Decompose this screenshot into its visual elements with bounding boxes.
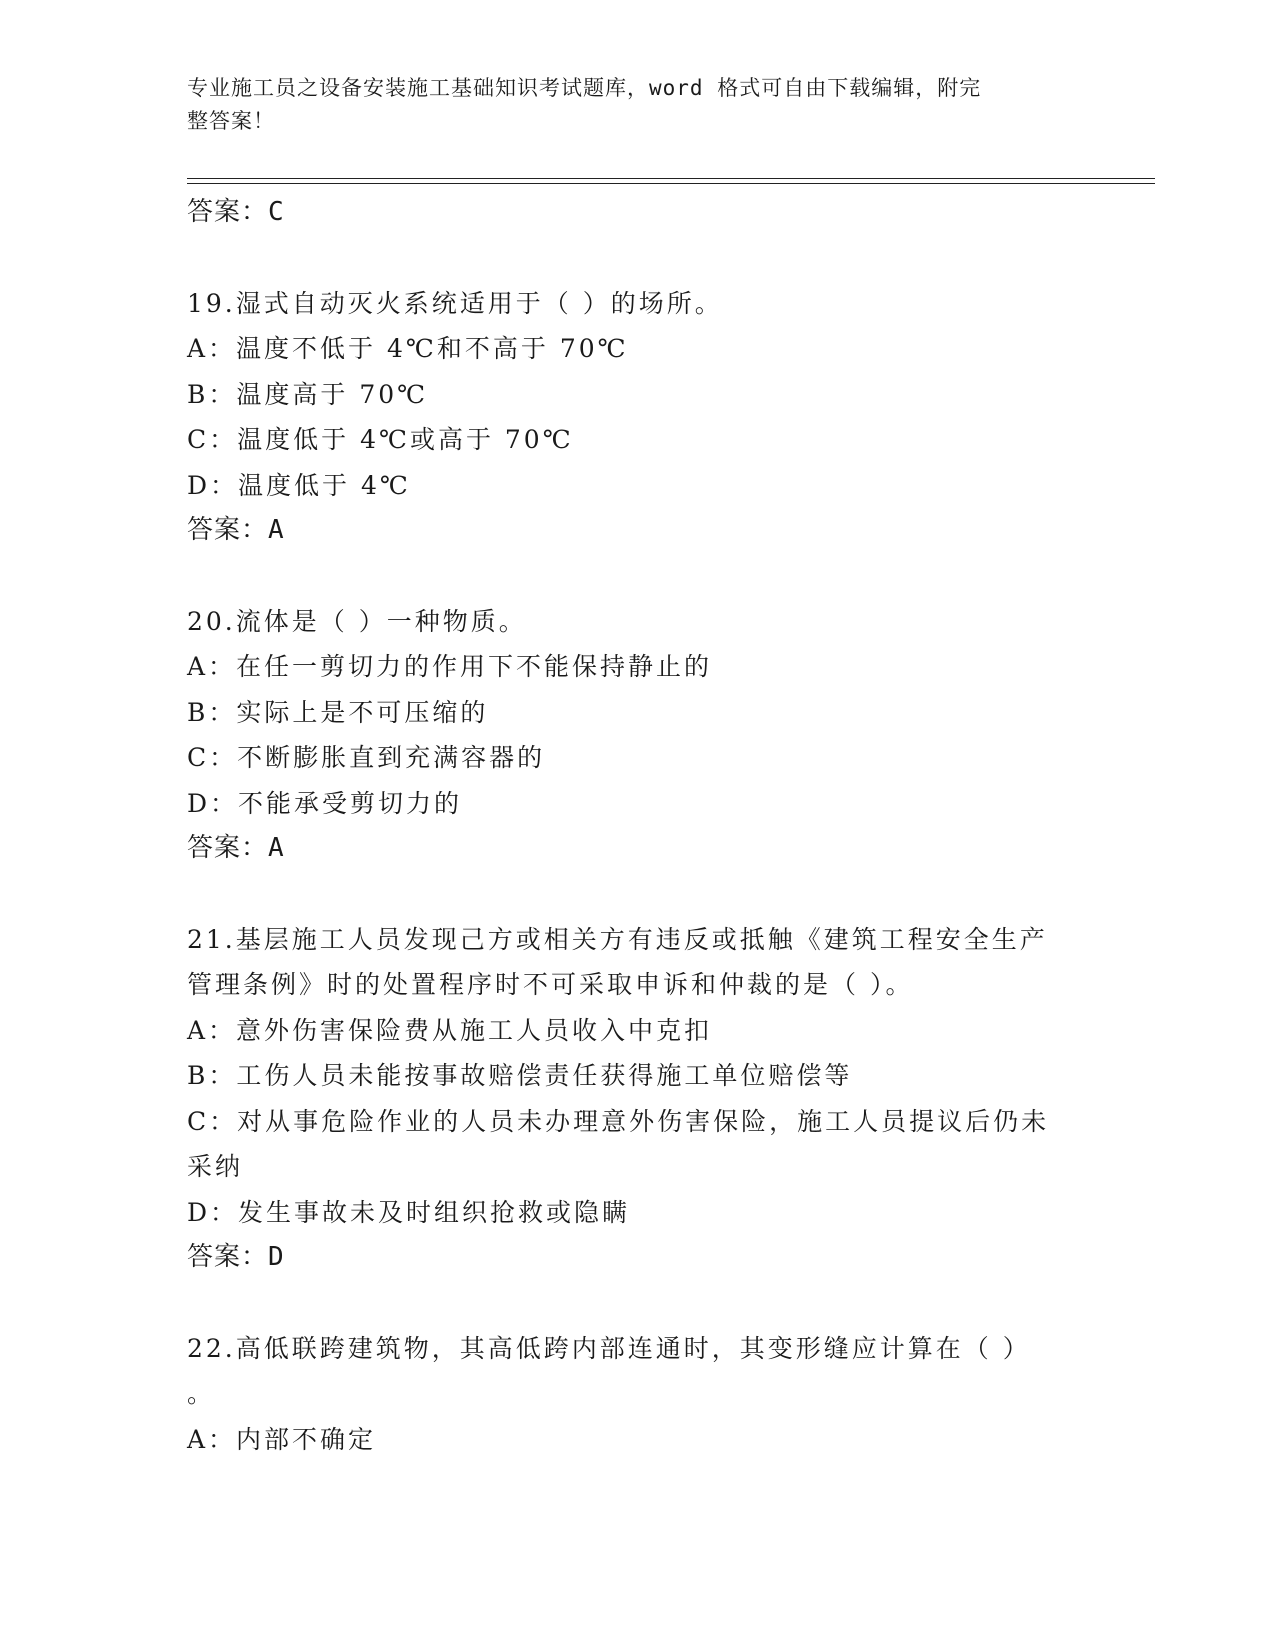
option-a: A：在任一剪切力的作用下不能保持静止的 (187, 652, 713, 681)
answer-label: 答案： (187, 833, 269, 863)
question-22 (187, 1326, 1087, 1463)
document-header (187, 72, 1087, 138)
answer-value: D (268, 1242, 285, 1272)
option-d: D：发生事故未及时组织抢救或隐瞒 (187, 1197, 631, 1227)
question-stem-line-1: 22.高低联跨建筑物，其高低跨内部连通时，其变形缝应计算在（ ） (187, 1333, 1031, 1363)
answer-value: C (268, 197, 285, 227)
option-b: B：实际上是不可压缩的 (187, 697, 489, 727)
header-line-1: 专业施工员之设备安装施工基础知识考试题库，word 格式可自由下载编辑，附完 (187, 76, 982, 100)
option-d: D：温度低于 4℃ (187, 470, 411, 500)
answer-line (187, 1235, 1087, 1281)
option-c-continued: 采纳 (187, 1152, 244, 1181)
option-a: A：内部不确定 (187, 1424, 377, 1454)
answer-label: 答案： (187, 515, 269, 545)
option-a: A：意外伤害保险费从施工人员收入中克扣 (187, 1015, 713, 1045)
answer-label: 答案： (187, 1242, 269, 1272)
question-19 (187, 281, 1087, 554)
header-divider-bottom (187, 183, 1155, 184)
answer-value: A (268, 833, 285, 863)
answer-value: A (268, 515, 285, 545)
option-c: C：温度低于 4℃或高于 70℃ (187, 425, 574, 454)
question-stem-line-2: 管理条例》时的处置程序时不可采取申诉和仲裁的是（ ）。 (187, 970, 914, 999)
question-20 (187, 599, 1087, 872)
question-list (187, 190, 1087, 1462)
option-b: B：工伤人员未能按事故赔偿责任获得施工单位赔偿等 (187, 1061, 853, 1090)
answer-line (187, 826, 1087, 872)
answer-line (187, 190, 1087, 236)
answer-line (187, 508, 1087, 554)
answer-label: 答案： (187, 197, 269, 227)
question-stem-line-1: 21.基层施工人员发现己方或相关方有违反或抵触《建筑工程安全生产 (187, 924, 1048, 954)
question-stem: 19.湿式自动灭火系统适用于（ ）的场所。 (187, 288, 723, 318)
option-c: C：对从事危险作业的人员未办理意外伤害保险，施工人员提议后仍未 (187, 1106, 1050, 1136)
question-21 (187, 917, 1087, 1281)
question-stem-line-2: 。 (187, 1379, 216, 1408)
header-line-2: 整答案！ (187, 109, 275, 133)
header-divider-top (187, 178, 1155, 179)
question-stem: 20.流体是（ ）一种物质。 (187, 606, 527, 636)
option-b: B：温度高于 70℃ (187, 379, 429, 409)
option-c: C：不断膨胀直到充满容器的 (187, 743, 546, 772)
option-d: D：不能承受剪切力的 (187, 788, 463, 818)
option-a: A：温度不低于 4℃和不高于 70℃ (187, 334, 629, 363)
